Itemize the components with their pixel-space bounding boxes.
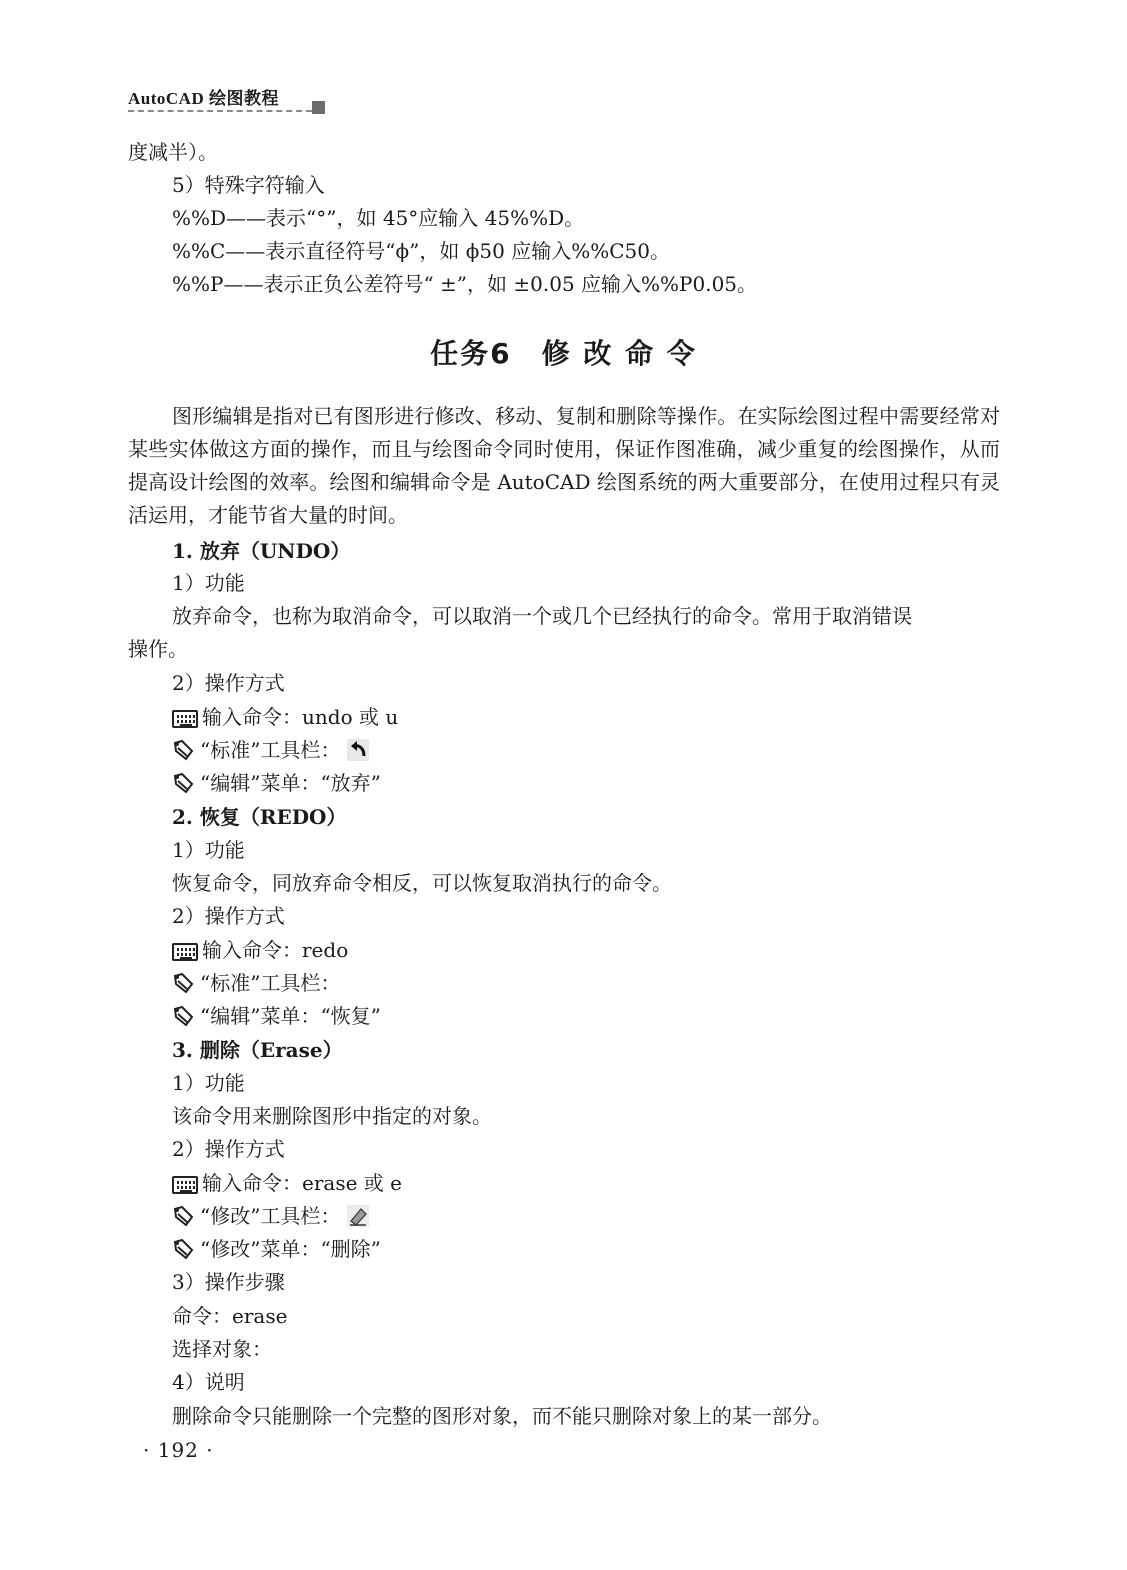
mouse-pointer-icon bbox=[172, 739, 196, 761]
running-header: AutoCAD 绘图教程 bbox=[128, 89, 279, 108]
section-heading-erase: 3. 删除（Erase） bbox=[172, 1038, 343, 1062]
keyboard-icon bbox=[172, 1176, 198, 1194]
sub-heading: 1）功能 bbox=[172, 838, 245, 862]
method-keyboard bbox=[172, 1168, 402, 1198]
keyboard-icon bbox=[172, 943, 198, 961]
method-text: “修改”菜单：“删除” bbox=[200, 1237, 381, 1261]
header-square-marker bbox=[312, 101, 325, 114]
mouse-pointer-icon bbox=[172, 972, 196, 994]
eraser-icon bbox=[347, 1205, 369, 1227]
section-heading-redo: 2. 恢复（REDO） bbox=[172, 805, 347, 829]
method-menu bbox=[172, 1234, 381, 1264]
sub-heading: 4）说明 bbox=[172, 1370, 245, 1394]
intro-paragraph: 图形编辑是指对已有图形进行修改、移动、复制和删除等操作。在实际绘图过程中需要经常对某些实体做这方面的操作，而且与绘图命令同时使用，保证作图准确，减少重复的绘图操作，从而提高设计绘图的效率。绘图和编辑命令是 AutoCAD 绘图系统的两大重要部分，在使用过程只有灵活运用，才能节省大量的时间。 bbox=[128, 404, 1000, 527]
mouse-pointer-icon bbox=[172, 772, 196, 794]
text-line: 该命令用来删除图形中指定的对象。 bbox=[172, 1104, 492, 1128]
text-line: 放弃命令，也称为取消命令，可以取消一个或几个已经执行的命令。常用于取消错误 bbox=[172, 604, 912, 628]
text-line: 度减半）。 bbox=[128, 140, 218, 164]
method-text: 输入命令：redo bbox=[202, 938, 349, 962]
text-line: 操作。 bbox=[128, 637, 188, 661]
page-number: · 192 · bbox=[143, 1438, 214, 1462]
sub-heading: 3）操作步骤 bbox=[172, 1270, 285, 1294]
method-text: 输入命令：undo 或 u bbox=[202, 705, 399, 729]
method-text: “修改”工具栏： bbox=[200, 1204, 341, 1228]
method-keyboard bbox=[172, 935, 348, 965]
text-line: 5）特殊字符输入 bbox=[172, 173, 325, 197]
keyboard-icon bbox=[172, 710, 198, 728]
method-text: 输入命令：erase 或 e bbox=[202, 1171, 402, 1195]
text-line: 恢复命令，同放弃命令相反，可以恢复取消执行的命令。 bbox=[172, 871, 672, 895]
text-line: 选择对象： bbox=[172, 1337, 272, 1361]
method-menu bbox=[172, 1001, 381, 1031]
task-title: 任务6 修 改 命 令 bbox=[430, 337, 697, 370]
sub-heading: 2）操作方式 bbox=[172, 1137, 285, 1161]
sub-heading: 1）功能 bbox=[172, 571, 245, 595]
method-toolbar bbox=[172, 968, 340, 998]
mouse-pointer-icon bbox=[172, 1205, 196, 1227]
section-heading-undo: 1. 放弃（UNDO） bbox=[172, 539, 351, 563]
text-line: %%D——表示“°”，如 45°应输入 45%%D。 bbox=[172, 206, 585, 230]
method-text: “编辑”菜单：“放弃” bbox=[200, 771, 381, 795]
method-toolbar bbox=[172, 1201, 373, 1231]
method-text: “标准”工具栏： bbox=[200, 738, 341, 762]
method-menu bbox=[172, 768, 381, 798]
sub-heading: 2）操作方式 bbox=[172, 904, 285, 928]
text-line: 命令：erase bbox=[172, 1304, 288, 1328]
method-toolbar bbox=[172, 735, 373, 765]
text-line: %%P——表示正负公差符号“ ±”，如 ±0.05 应输入%%P0.05。 bbox=[172, 272, 758, 296]
text-line: %%C——表示直径符号“ϕ”，如 ϕ50 应输入%%C50。 bbox=[172, 239, 670, 263]
method-keyboard bbox=[172, 702, 398, 732]
sub-heading: 2）操作方式 bbox=[172, 671, 285, 695]
mouse-pointer-icon bbox=[172, 1005, 196, 1027]
text-line: 删除命令只能删除一个完整的图形对象，而不能只删除对象上的某一部分。 bbox=[172, 1404, 832, 1428]
undo-icon bbox=[347, 739, 369, 761]
sub-heading: 1）功能 bbox=[172, 1071, 245, 1095]
header-dashed-rule bbox=[128, 110, 312, 112]
method-text: “编辑”菜单：“恢复” bbox=[200, 1004, 381, 1028]
method-text: “标准”工具栏： bbox=[200, 971, 341, 995]
mouse-pointer-icon bbox=[172, 1238, 196, 1260]
